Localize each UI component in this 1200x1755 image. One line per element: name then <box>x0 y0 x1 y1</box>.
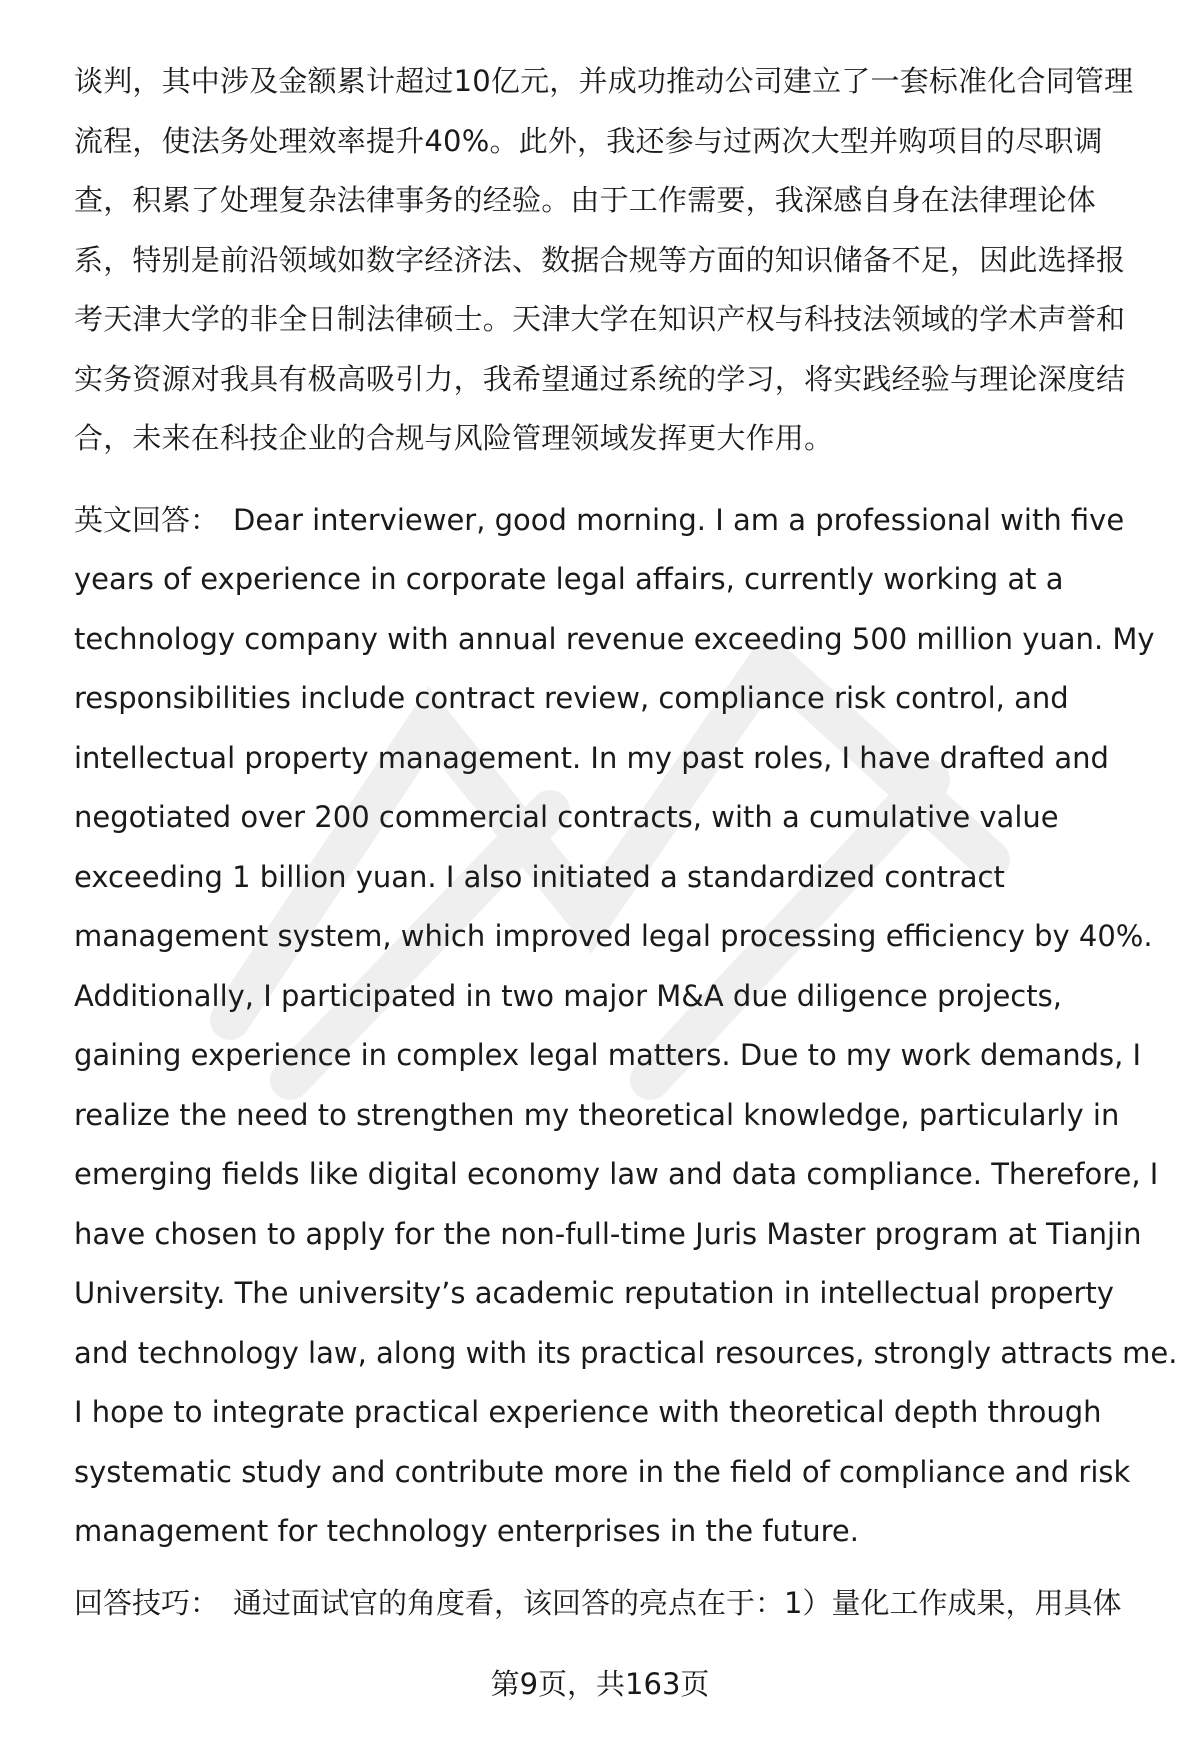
document-page <box>74 52 1178 1633</box>
english-answer-line: years of experience in corporate legal affairs, currently working at a <box>74 562 1064 596</box>
english-answer-line: responsibilities include contract review, compliance risk control, and <box>74 681 1069 715</box>
chinese-answer-line: 考天津大学的非全日制法律硕士。天津大学在知识产权与科技法领域的学术声誉和 <box>74 302 1126 336</box>
english-answer-line: realize the need to strengthen my theoretical knowledge, particularly in <box>74 1097 1120 1132</box>
page-footer: 第9页，共163页 <box>490 1667 710 1701</box>
english-answer-line: technology company with annual revenue exceeding 500 million yuan. My <box>74 621 1155 656</box>
english-answer-line: intellectual property management. In my past roles, I have drafted and <box>74 740 1109 775</box>
english-answer-line: Additionally, I participated in two major M&A due diligence projects, <box>74 978 1062 1013</box>
english-answer-line: I hope to integrate practical experience with theoretical depth through <box>74 1395 1102 1429</box>
english-answer-line: and technology law, along with its practical resources, strongly attracts me. <box>74 1335 1178 1370</box>
chinese-answer-line: 系，特别是前沿领域如数字经济法、数据合规等方面的知识储备不足，因此选择报 <box>74 242 1126 277</box>
chinese-answer-line: 流程，使法务处理效率提升40%。此外，我还参与过两次大型并购项目的尽职调 <box>74 123 1103 158</box>
english-answer-first-line <box>74 491 1154 551</box>
english-answer-line: management for technology enterprises in the future. <box>74 1514 859 1548</box>
chinese-answer-line: 谈判，其中涉及金额累计超过10亿元，并成功推动公司建立了一套标准化合同管理 <box>74 64 1134 98</box>
chinese-answer-paragraph <box>74 52 1154 469</box>
english-answer-label: 英文回答： <box>74 502 220 537</box>
english-answer-line: systematic study and contribute more in the field of compliance and risk <box>74 1454 1131 1489</box>
english-answer-line: gaining experience in complex legal matters. Due to my work demands, I <box>74 1038 1142 1072</box>
english-answer-line: emerging fields like digital economy law and data compliance. Therefore, I <box>74 1157 1159 1191</box>
english-answer-line: Dear interviewer, good morning. I am a professional with five <box>233 502 1125 537</box>
chinese-answer-line: 查，积累了处理复杂法律事务的经验。由于工作需要，我深感自身在法律理论体 <box>74 183 1097 217</box>
answer-tips-paragraph <box>74 1574 1154 1634</box>
chinese-answer-line: 实务资源对我具有极高吸引力，我希望通过系统的学习，将实践经验与理论深度结 <box>74 361 1126 396</box>
answer-tips-label: 回答技巧： <box>74 1585 220 1620</box>
english-answer-line: management system, which improved legal processing efficiency by 40%. <box>74 919 1153 953</box>
english-answer-line: negotiated over 200 commercial contracts, with a cumulative value <box>74 800 1059 834</box>
english-answer-line: exceeding 1 billion yuan. I also initiated a standardized contract <box>74 859 1005 894</box>
english-answer-paragraph <box>74 491 1178 1562</box>
english-answer-line: have chosen to apply for the non-full-time Juris Master program at Tianjin <box>74 1216 1142 1251</box>
english-answer-line: University. The university’s academic reputation in intellectual property <box>74 1276 1114 1310</box>
answer-tips-text: 通过面试官的角度看，该回答的亮点在于：1）量化工作成果，用具体 <box>233 1585 1122 1620</box>
chinese-answer-line: 合，未来在科技企业的合规与风险管理领域发挥更大作用。 <box>74 421 834 455</box>
